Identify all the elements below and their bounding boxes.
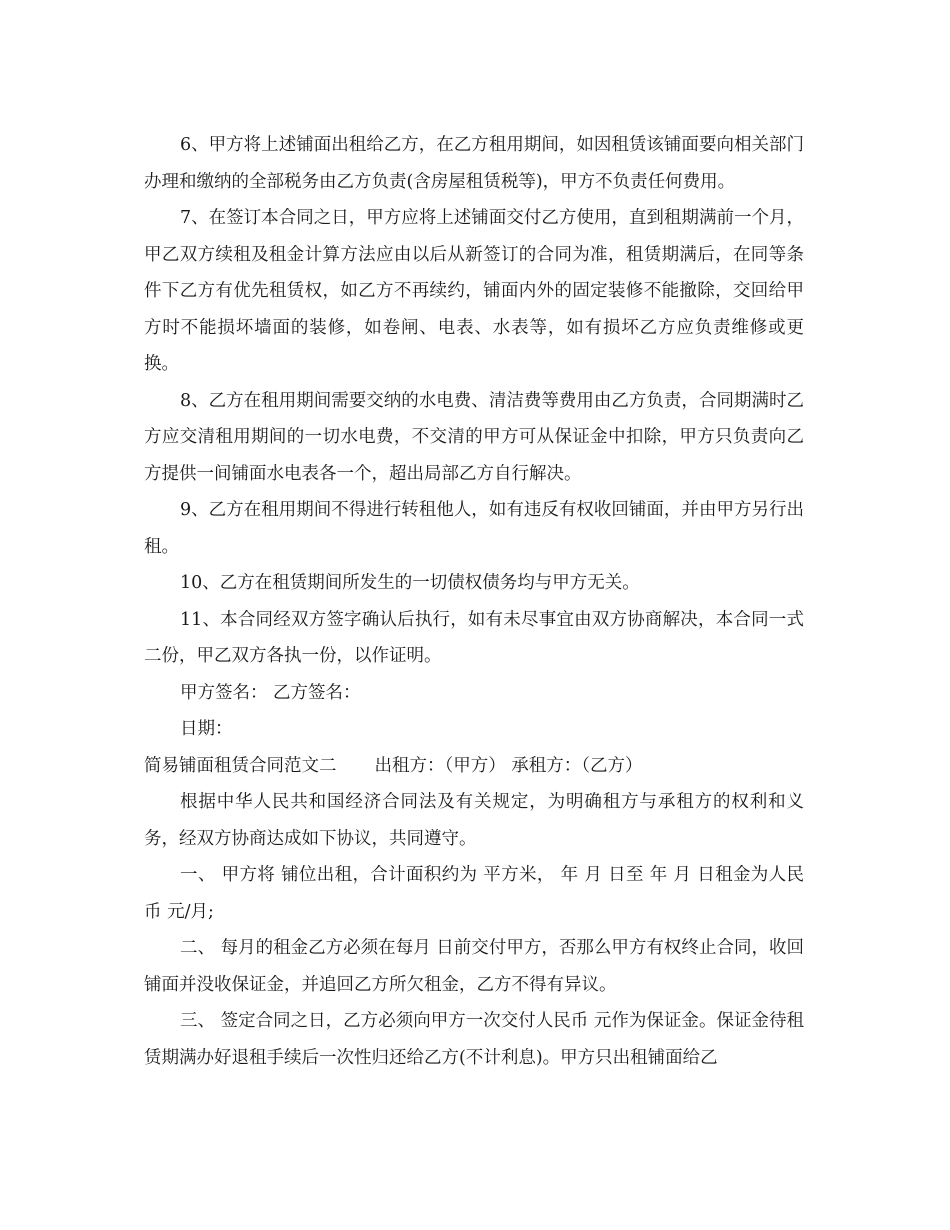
article-2: 二、 每月的租金乙方必须在每月 日前交付甲方，否那么甲方有权终止合同，收回铺面并没收保证金，并追回乙方所欠租金，乙方不得有异议。: [144, 938, 804, 995]
clause-9: 9、乙方在租用期间不得进行转租他人，如有违反有权收回铺面，并由甲方另行出租。: [144, 500, 804, 557]
document-page: [144, 127, 804, 1076]
second-contract-title: 简易铺面租赁合同范文二: [144, 755, 337, 776]
article-3: 三、 签定合同之日，乙方必须向甲方一次交付人民币 元作为保证金。保证金待租赁期满办好退租手续后一次性归还给乙方(不计利息)。甲方只出租铺面给乙: [144, 1011, 804, 1068]
clause-10: 10、乙方在租赁期间所发生的一切债权债务均与甲方无关。: [180, 573, 640, 593]
article-1: 一、 甲方将 铺位出租，合计面积约为 平方米， 年 月 日至 年 月 日租金为人民币 元/月;: [144, 865, 804, 922]
signature-line: 甲方签名： 乙方签名：: [180, 682, 361, 703]
clause-6: 6、甲方将上述铺面出租给乙方，在乙方租用期间，如因租赁该铺面要向相关部门办理和缴纳的全部税务由乙方负责(含房屋租赁税等)，甲方不负责任何费用。: [144, 135, 804, 192]
second-contract-parties: 出租方：（甲方） 承租方：（乙方）: [374, 755, 643, 776]
date-line: 日期：: [180, 719, 233, 739]
clause-11: 11、本合同经双方签字确认后执行，如有未尽事宜由双方协商解决，本合同一式二份，甲乙双方各执一份，以作证明。: [144, 609, 804, 666]
clause-8: 8、乙方在租用期间需要交纳的水电费、清洁费等费用由乙方负责，合同期满时乙方应交清租用期间的一切水电费，不交清的甲方可从保证金中扣除，甲方只负责向乙方提供一间铺面水电表各一个，超出局部乙方自行解决。: [144, 390, 804, 484]
second-contract-heading: [144, 748, 804, 785]
clause-7: 7、在签订本合同之日，甲方应将上述铺面交付乙方使用，直到租期满前一个月，甲乙双方续租及租金计算方法应由以后从新签订的合同为准，租赁期满后，在同等条件下乙方有优先租赁权，如乙方不再续约，铺面内外的固定装修不能撤除，交回给甲方时不能损坏墙面的装修，如卷闸、电表、水表等，如有损坏乙方应负责维修或更换。: [144, 208, 804, 374]
preamble: 根据中华人民共和国经济合同法及有关规定，为明确租方与承租方的权利和义务，经双方协商达成如下协议，共同遵守。: [144, 792, 804, 849]
